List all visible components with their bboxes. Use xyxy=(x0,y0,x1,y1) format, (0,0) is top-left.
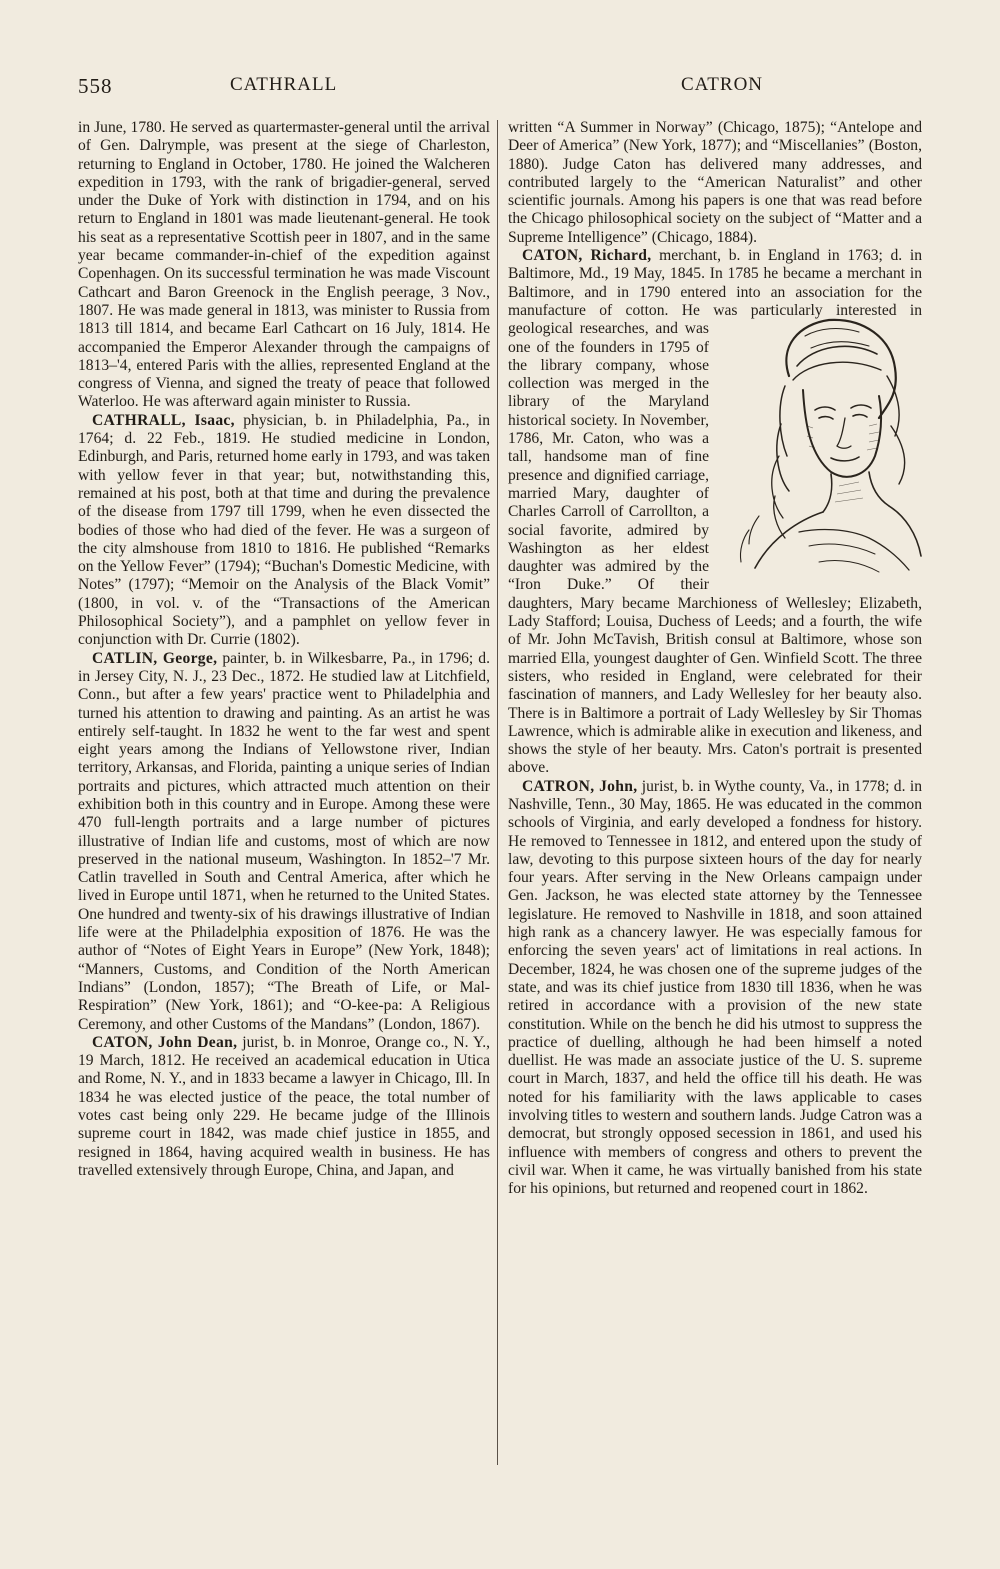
portrait-illustration xyxy=(719,306,922,586)
entry-text-rest: cotton. He was particularly interested in geological researches, and was one of the founders in 1795 of the library company, whose collection was merged in the library of the Maryland historical society. In November, 1786, Mr. Caton, who was a tall, handsome man of fine presence and dignified carriage, married Mary, daughter of Charles Carroll of Carrollton, a social favorite, admired by Washington as her eldest daughter was admired by the “Iron Duke.” Of their daughters, Mary became Marchioness of Wellesley; Elizabeth, Lady Stafford; Louisa, Duchess of Leeds; and a fourth, the wife of Mr. John McTavish, British consul at Baltimore, whose son married Ella, youngest daughter of Gen. Winfield Scott. The three sisters, who resided in England, were celebrated for their fascination of manners, and Lady Wellesley for her beauty also. There is in Baltimore a portrait of Lady Wellesley by Sir Thomas Lawrence, which is admirable alike in execution and likeness, and shows the style of her beauty. Mrs. Caton's portrait is presented above. xyxy=(508,301,922,777)
entry-text: physician, b. in Philadelphia, Pa., in 1764; d. 22 Feb., 1819. He studied medicine in London, Edinburgh, and Paris, returned home early in 1793, and was taken with yellow fever in that year; but, notwithstanding this, remained at his post, both at that time and during the prevalence of the disease from 1797 till 1799, when he even dissected the bodies of those who had died of the fever. He was a surgeon of the city almshouse from 1810 to 1816. He published “Remarks on the Yellow Fever” (1794); “Buchan's Domestic Medicine, with Notes” (1797); “Memoir on the Analysis of the Black Vomit” (1800, in vol. v. of the “Transactions of the American Philosophical Society”), and a pamphlet on yellow fever in conjunction with Dr. Currie (1802). xyxy=(78,411,491,649)
entry-text: jurist, b. in Wythe county, Va., in 1778; d. in Nashville, Tenn., 30 May, 1865. He was educated in the common schools of Virginia, and early developed a fondness for history. He removed to Tennessee in 1812, and entered upon the study of law, devoting to this purpose sixteen hours of the day for nearly four years. After serving in the New Orleans campaign under Gen. Jackson, he was elected state attorney by the Tennessee legislature. He removed to Nashville in 1818, and soon attained high rank as a chancery lawyer. He was especially famous for enforcing the seven years' act of limitations in real actions. In December, 1824, he was chosen one of the supreme judges of the state, and was its chief justice from 1830 till 1836, when he was retired in accordance with a provision of the new state constitution. While on the bench he did his utmost to suppress the practice of duelling, although he had been himself a noted duellist. He was made an associate justice of the U. S. supreme court in March, 1837, and held the office till his death. He was noted for his familiarity with the laws applicable to cases involving titles to western and southern lands. Judge Catron was a democrat, but strongly opposed secession in 1861, and used his influence with members of congress and others to prevent the civil war. When it came, he was virtually banished from his state for his opinions, but returned and reopened court in 1862. xyxy=(508,777,922,1198)
portrait-engraving-icon xyxy=(719,306,922,586)
cathcart-entry-continued: in June, 1780. He served as quartermaster-general until the arrival of Gen. Dalrymple, was present at the siege of Charleston, returning to England in October, 1780. He joined the Walcheren expedition in 1793, with the rank of brigadier-general, served under the Duke of York with distinction in 1794, and on his return to England in 1801 was made lieutenant-general. He took his seat as a representative Scottish peer in 1807, and in the same year became commander-in-chief of the expedition against Copenhagen. On its successful termination he was made Viscount Cathcart and Baron Greenock in the English peerage, 3 Nov., 1807. He was made general in 1813, was minister to Russia from 1813 till 1814, and became Earl Cathcart on 16 July, 1814. He accompanied the Emperor Alexander through the campaigns of 1813–'4, entered Paris with the allies, represented England at the congress of Vienna, and signed the treaty of peace that followed Waterloo. He was afterward again minister to Russia. xyxy=(78,119,490,411)
entry-cathrall-isaac xyxy=(78,412,490,650)
column-divider xyxy=(497,120,498,1465)
entry-caton-richard xyxy=(508,247,922,778)
entry-caton-john-dean xyxy=(78,1034,490,1180)
right-column xyxy=(508,119,922,1199)
running-head-right: CATRON xyxy=(681,74,764,95)
entry-text-intro: merchant, b. in England in 1763; d. in Baltimore, Md., 19 May, 1845. In 1785 he became a merchant in Baltimore, and in 1790 entered into an association for the manufacture of xyxy=(508,247,923,319)
entry-name: CATON, John Dean, xyxy=(92,1033,238,1051)
entry-name: CATHRALL, Isaac, xyxy=(92,411,235,429)
running-header xyxy=(78,66,764,106)
page-number: 558 xyxy=(78,74,113,98)
entry-catlin-george xyxy=(78,650,490,1034)
left-column xyxy=(78,119,490,1180)
caton-john-dean-continued: written “A Summer in Norway” (Chicago, 1875); “Antelope and Deer of America” (New York, 1877); and “Miscellanies” (Boston, 1880). Judge Caton has delivered many addresses, and contributed largely to the “American Naturalist” and other scientific journals. Among his papers is one that was read before the Chicago philosophical society on the subject of “Matter and a Supreme Intelligence” (Chicago, 1884). xyxy=(508,119,922,246)
running-head-left: CATHRALL xyxy=(230,74,338,95)
entry-name: CATLIN, George, xyxy=(92,649,218,667)
entry-text: painter, b. in Wilkesbarre, Pa., in 1796; d. in Jersey City, N. J., 23 Dec., 1872. He studied law at Litchfield, Conn., but after a few years' practice went to Philadelphia and turned his attention to drawing and painting. As an artist he was entirely self-taught. In 1832 he went to the far west and spent eight years among the Indians of Yellowstone river, Indian territory, Arkansas, and Florida, painting a unique series of Indian portraits and pictures, which attracted much attention on their exhibition both in this country and in Europe. Among these were 470 full-length portraits and a large number of pictures illustrative of Indian life and customs, most of which are now preserved in the national museum, Washington. In 1852–'7 Mr. Catlin travelled in South and Central America, after which he lived in Europe until 1871, when he returned to the United States. One hundred and twenty-six of his drawings illustrative of Indian life were at the Philadelphia exposition of 1876. He was the author of “Notes of Eight Years in Europe” (New York, 1848); “Manners, Customs, and Condition of the North American Indians” (London, 1857); “The Breath of Life, or Mal-Respiration” (New York, 1861); and “O-kee-pa: A Religious Ceremony, and other Customs of the Mandans” (London, 1867). xyxy=(78,649,490,1033)
entry-catron-john xyxy=(508,778,922,1199)
entry-name: CATON, Richard, xyxy=(522,247,652,265)
entry-name: CATRON, John, xyxy=(522,777,638,795)
entry-text: jurist, b. in Monroe, Orange co., N. Y., 19 March, 1812. He received an academical education in Utica and Rome, N. Y., and in 1833 became a lawyer in Chicago, Ill. In 1834 he was elected justice of the peace, the total number of votes cast being only 229. He became judge of the Illinois supreme court in 1842, was made chief justice in 1855, and resigned in 1864, having acquired wealth in business. He has travelled extensively through Europe, China, and Japan, and xyxy=(78,1033,490,1179)
